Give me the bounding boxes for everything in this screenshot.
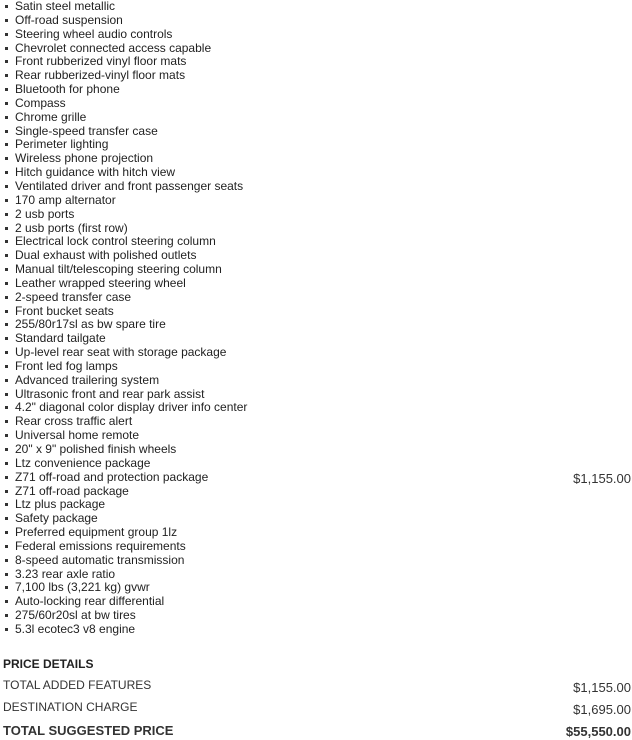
list-item bbox=[0, 581, 632, 595]
feature-label: 7,100 lbs (3,221 kg) gvwr bbox=[15, 580, 150, 595]
bullet-icon bbox=[5, 503, 8, 506]
feature-label: Z71 off-road and protection package bbox=[15, 469, 209, 484]
bullet-icon bbox=[5, 74, 8, 77]
price-details-title: PRICE DETAILS bbox=[3, 657, 94, 671]
feature-label: 275/60r20sl at bw tires bbox=[15, 608, 136, 623]
destination-charge-value: $1,695.00 bbox=[573, 702, 631, 717]
feature-label: Bluetooth for phone bbox=[15, 82, 120, 97]
feature-label: Satin steel metallic bbox=[15, 0, 116, 13]
bullet-icon bbox=[5, 157, 8, 160]
bullet-icon bbox=[5, 171, 8, 174]
feature-label: Hitch guidance with hitch view bbox=[15, 165, 176, 180]
list-item bbox=[0, 111, 632, 125]
feature-label: 170 amp alternator bbox=[15, 192, 116, 207]
bullet-icon bbox=[5, 365, 8, 368]
bullet-icon bbox=[5, 434, 8, 437]
list-item bbox=[0, 69, 632, 83]
list-item bbox=[0, 332, 632, 346]
bullet-icon bbox=[5, 60, 8, 63]
feature-label: 2 usb ports (first row) bbox=[15, 220, 128, 235]
list-item bbox=[0, 194, 632, 208]
list-item bbox=[0, 208, 632, 222]
feature-label: 2-speed transfer case bbox=[15, 289, 132, 304]
feature-label: Safety package bbox=[15, 511, 98, 526]
list-item bbox=[0, 388, 632, 402]
bullet-icon bbox=[5, 559, 8, 562]
bullet-icon bbox=[5, 448, 8, 451]
feature-label: Compass bbox=[15, 95, 66, 110]
feature-label: Off-road suspension bbox=[15, 12, 123, 27]
list-item bbox=[0, 166, 632, 180]
list-item bbox=[0, 0, 632, 14]
feature-label: 5.3l ecotec3 v8 engine bbox=[15, 621, 136, 636]
feature-label: Chevrolet connected access capable bbox=[15, 40, 212, 55]
list-item bbox=[0, 457, 632, 471]
bullet-icon bbox=[5, 476, 8, 479]
bullet-icon bbox=[5, 227, 8, 230]
feature-label: Steering wheel audio controls bbox=[15, 26, 173, 41]
bullet-icon bbox=[5, 420, 8, 423]
bullet-icon bbox=[5, 199, 8, 202]
list-item bbox=[0, 415, 632, 429]
feature-label: Front bucket seats bbox=[15, 303, 114, 318]
total-suggested-price-value: $55,550.00 bbox=[565, 724, 631, 739]
list-item bbox=[0, 374, 632, 388]
list-item bbox=[0, 42, 632, 56]
list-item bbox=[0, 471, 632, 485]
bullet-icon bbox=[5, 545, 8, 548]
bullet-icon bbox=[5, 143, 8, 146]
list-item bbox=[0, 609, 632, 623]
bullet-icon bbox=[5, 628, 8, 631]
bullet-icon bbox=[5, 102, 8, 105]
feature-label: 255/80r17sl as bw spare tire bbox=[15, 317, 166, 332]
feature-label: Chrome grille bbox=[15, 109, 87, 124]
destination-charge-label: DESTINATION CHARGE bbox=[3, 700, 138, 714]
bullet-icon bbox=[5, 5, 8, 8]
bullet-icon bbox=[5, 19, 8, 22]
feature-label: Rear cross traffic alert bbox=[15, 414, 133, 429]
bullet-icon bbox=[5, 531, 8, 534]
feature-label: 2 usb ports bbox=[15, 206, 75, 221]
bullet-icon bbox=[5, 268, 8, 271]
list-item bbox=[0, 152, 632, 166]
list-item bbox=[0, 346, 632, 360]
list-item bbox=[0, 222, 632, 236]
list-item bbox=[0, 443, 632, 457]
bullet-icon bbox=[5, 462, 8, 465]
bullet-icon bbox=[5, 573, 8, 576]
list-item bbox=[0, 277, 632, 291]
bullet-icon bbox=[5, 614, 8, 617]
list-item bbox=[0, 83, 632, 97]
bullet-icon bbox=[5, 351, 8, 354]
bullet-icon bbox=[5, 393, 8, 396]
feature-label: Ltz plus package bbox=[15, 497, 106, 512]
bullet-icon bbox=[5, 406, 8, 409]
feature-label: Perimeter lighting bbox=[15, 137, 109, 152]
feature-label: Leather wrapped steering wheel bbox=[15, 275, 186, 290]
bullet-icon bbox=[5, 586, 8, 589]
feature-label: Standard tailgate bbox=[15, 331, 106, 346]
feature-label: Federal emissions requirements bbox=[15, 538, 186, 553]
list-item bbox=[0, 554, 632, 568]
bullet-icon bbox=[5, 116, 8, 119]
list-item bbox=[0, 568, 632, 582]
feature-label: Dual exhaust with polished outlets bbox=[15, 248, 197, 263]
feature-price: $1,155.00 bbox=[573, 470, 631, 486]
list-item bbox=[0, 14, 632, 28]
total-added-features-value: $1,155.00 bbox=[573, 680, 631, 695]
list-item bbox=[0, 360, 632, 374]
feature-label: Manual tilt/telescoping steering column bbox=[15, 262, 222, 277]
feature-label: Advanced trailering system bbox=[15, 372, 160, 387]
bullet-icon bbox=[5, 282, 8, 285]
feature-label: Ltz convenience package bbox=[15, 455, 151, 470]
total-added-features-label: TOTAL ADDED FEATURES bbox=[3, 678, 152, 692]
bullet-icon bbox=[5, 47, 8, 50]
feature-label: 3.23 rear axle ratio bbox=[15, 566, 116, 581]
feature-label: Universal home remote bbox=[15, 428, 140, 443]
bullet-icon bbox=[5, 490, 8, 493]
list-item bbox=[0, 595, 632, 609]
feature-label: Front led fog lamps bbox=[15, 358, 118, 373]
bullet-icon bbox=[5, 213, 8, 216]
feature-label: Ultrasonic front and rear park assist bbox=[15, 386, 205, 401]
feature-label: Auto-locking rear differential bbox=[15, 594, 165, 609]
bullet-icon bbox=[5, 323, 8, 326]
list-item bbox=[0, 291, 632, 305]
bullet-icon bbox=[5, 310, 8, 313]
list-item bbox=[0, 180, 632, 194]
list-item bbox=[0, 28, 632, 42]
list-item bbox=[0, 263, 632, 277]
list-item bbox=[0, 235, 632, 249]
list-item bbox=[0, 485, 632, 499]
list-item bbox=[0, 138, 632, 152]
bullet-icon bbox=[5, 337, 8, 340]
bullet-icon bbox=[5, 379, 8, 382]
bullet-icon bbox=[5, 254, 8, 257]
list-item bbox=[0, 401, 632, 415]
total-suggested-price-label: TOTAL SUGGESTED PRICE bbox=[3, 723, 174, 738]
feature-label: Z71 off-road package bbox=[15, 483, 129, 498]
bullet-icon bbox=[5, 88, 8, 91]
list-item bbox=[0, 623, 632, 637]
feature-label: Wireless phone projection bbox=[15, 151, 154, 166]
feature-label: Preferred equipment group 1lz bbox=[15, 525, 178, 540]
feature-label: 20" x 9" polished finish wheels bbox=[15, 442, 177, 456]
list-item bbox=[0, 498, 632, 512]
feature-label: 8-speed automatic transmission bbox=[15, 552, 185, 567]
bullet-icon bbox=[5, 600, 8, 603]
feature-label: Front rubberized vinyl floor mats bbox=[15, 54, 187, 69]
list-item bbox=[0, 305, 632, 319]
list-item bbox=[0, 429, 632, 443]
feature-label: Electrical lock control steering column bbox=[15, 234, 216, 249]
bullet-icon bbox=[5, 517, 8, 520]
bullet-icon bbox=[5, 33, 8, 36]
list-item bbox=[0, 125, 632, 139]
bullet-icon bbox=[5, 240, 8, 243]
list-item bbox=[0, 512, 632, 526]
list-item bbox=[0, 249, 632, 263]
list-item bbox=[0, 55, 632, 69]
feature-label: 4.2" diagonal color display driver info center bbox=[15, 400, 248, 415]
bullet-icon bbox=[5, 130, 8, 133]
list-item bbox=[0, 540, 632, 554]
list-item bbox=[0, 526, 632, 540]
list-item bbox=[0, 318, 632, 332]
bullet-icon bbox=[5, 296, 8, 299]
feature-label: Up-level rear seat with storage package bbox=[15, 345, 227, 360]
bullet-icon bbox=[5, 185, 8, 188]
feature-label: Rear rubberized-vinyl floor mats bbox=[15, 68, 186, 83]
feature-label: Ventilated driver and front passenger seats bbox=[15, 178, 244, 193]
list-item bbox=[0, 97, 632, 111]
feature-label: Single-speed transfer case bbox=[15, 123, 158, 138]
